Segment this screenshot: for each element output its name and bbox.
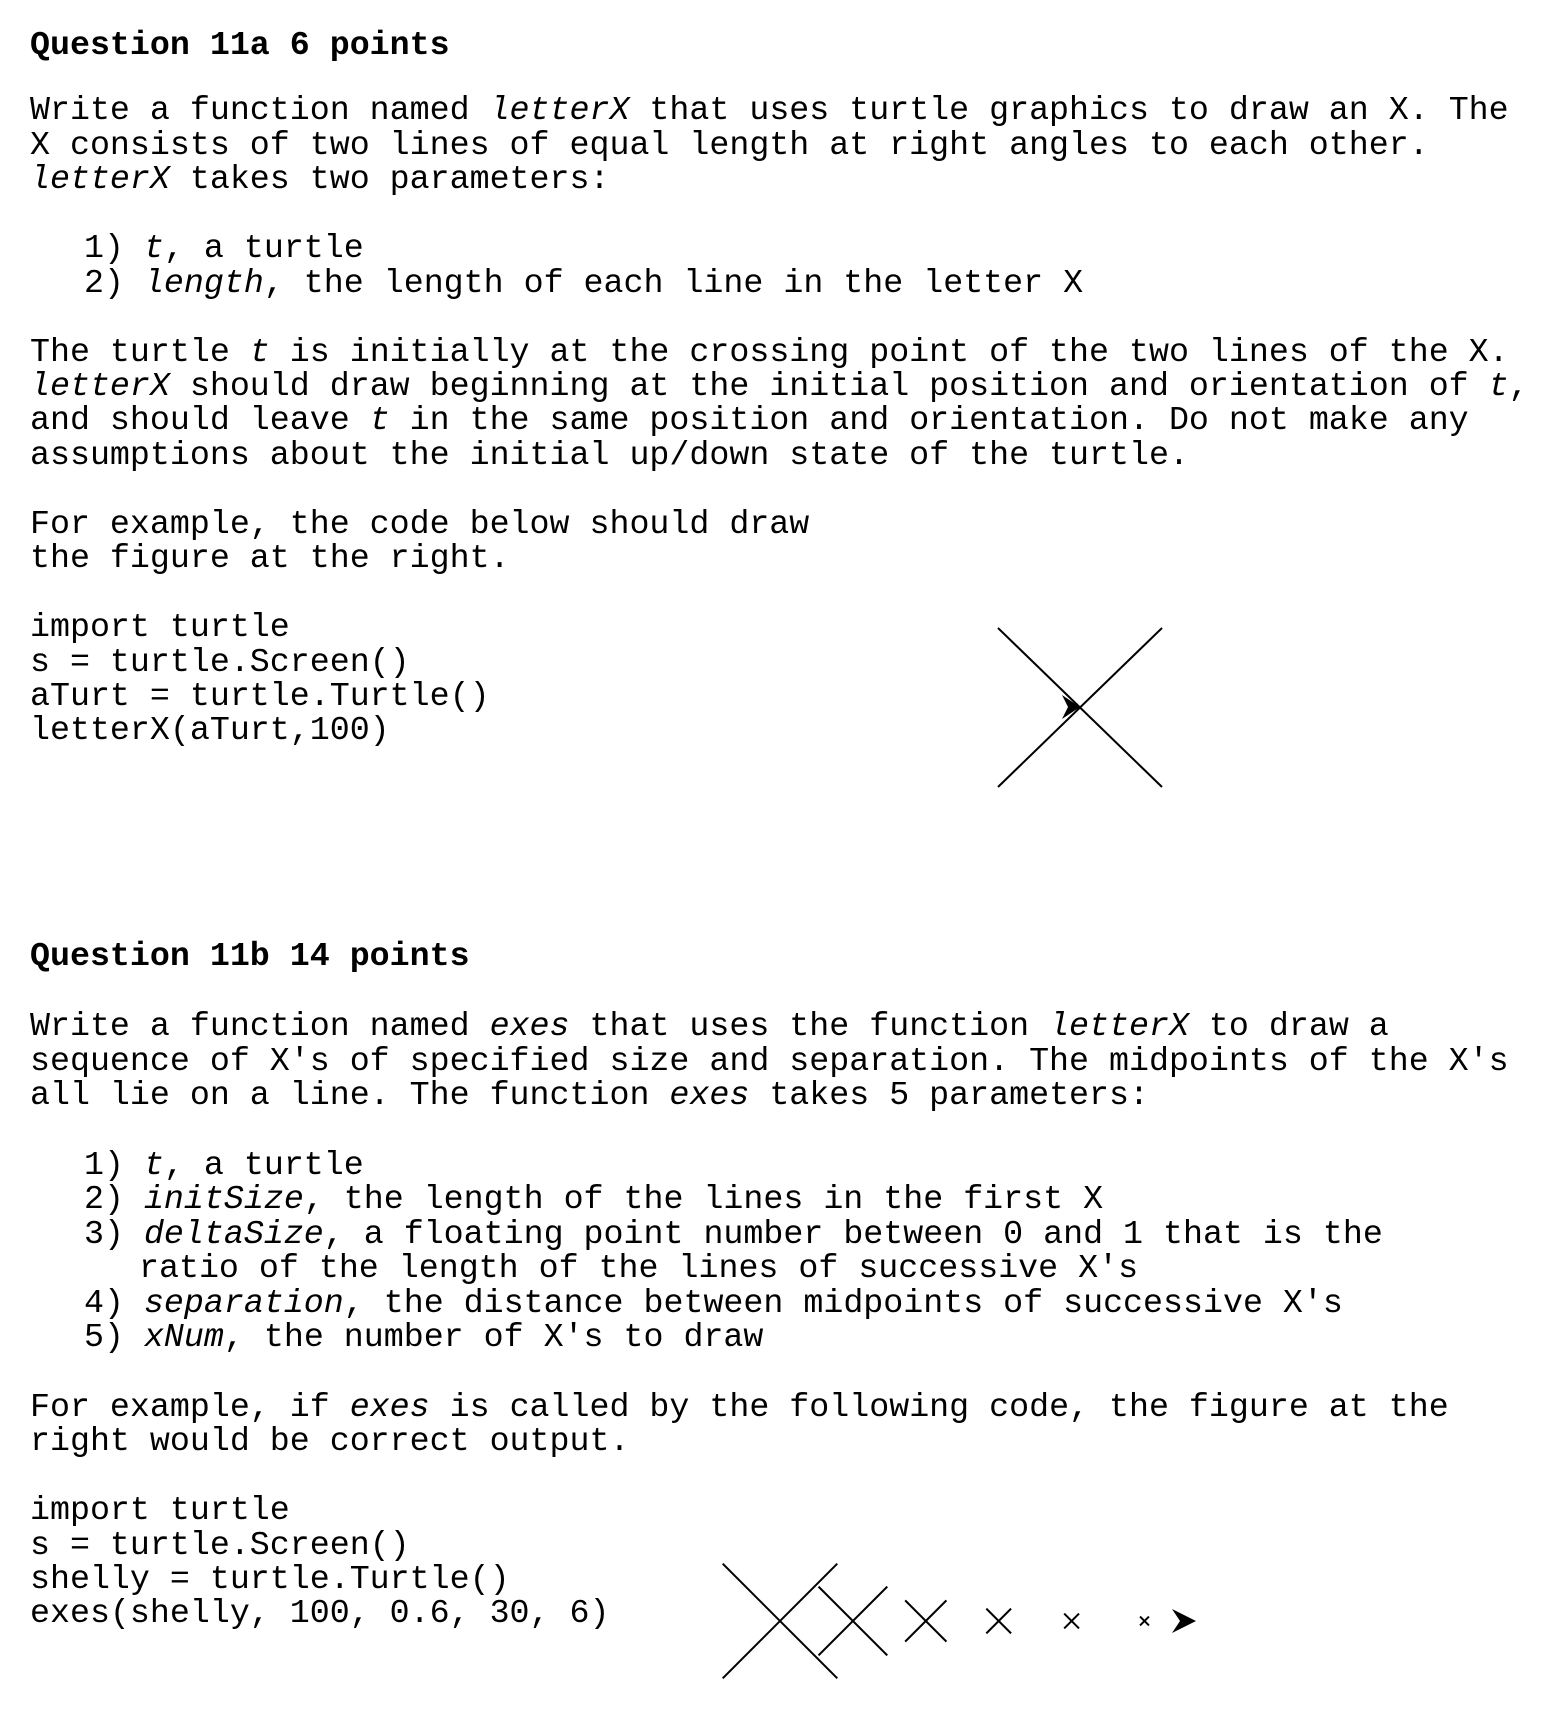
q11a-param-1: 1) t, a turtle — [84, 229, 364, 267]
q11b-param-4: 4) separation, the distance between midpoints of successive X's — [84, 1284, 1343, 1322]
q11b-para1-line3: all lie on a line. The function exes takes 5 parameters: — [30, 1076, 1149, 1114]
q11a-para1-line2: X consists of two lines of equal length at right angles to each other. — [30, 126, 1429, 164]
q11a-para2-line1: The turtle t is initially at the crossing point of the two lines of the X. — [30, 333, 1509, 371]
q11b-param-5: 5) xNum, the number of X's to draw — [84, 1318, 764, 1356]
q11a-code-line1: import turtle — [30, 608, 290, 646]
q11a-example-line1: For example, the code below should draw — [30, 505, 810, 543]
q11a-para2-line4: assumptions about the initial up/down state of the turtle. — [30, 436, 1189, 474]
q11a-code-line3: aTurt = turtle.Turtle() — [30, 677, 490, 715]
turtle-arrow-icon — [1172, 1609, 1196, 1633]
q11b-param-2: 2) initSize, the length of the lines in the first X — [84, 1180, 1104, 1218]
q11b-para1-line2: sequence of X's of specified size and separation. The midpoints of the X's — [30, 1042, 1509, 1080]
q11b-param-3: 3) deltaSize, a floating point number between 0 and 1 that is the — [84, 1215, 1383, 1253]
q11a-para2-line2: letterX should draw beginning at the initial position and orientation of t, — [30, 367, 1529, 405]
q11a-para2-line3: and should leave t in the same position and orientation. Do not make any — [30, 401, 1469, 439]
exes-figure — [690, 1530, 1230, 1730]
q11b-code-line4: exes(shelly, 100, 0.6, 30, 6) — [30, 1594, 610, 1632]
q11a-param-2: 2) length, the length of each line in the letter X — [84, 264, 1084, 302]
exes-group — [723, 1564, 1149, 1679]
q11b-title: Question 11b 14 points — [30, 937, 470, 975]
q11b-example-line1: For example, if exes is called by the following code, the figure at the — [30, 1388, 1449, 1426]
q11a-code-line4: letterX(aTurt,100) — [30, 711, 390, 749]
q11b-code-line1: import turtle — [30, 1491, 290, 1529]
q11a-para1-line3: letterX takes two parameters: — [30, 160, 610, 198]
q11a-example-line2: the figure at the right. — [30, 539, 510, 577]
q11b-para1-line1: Write a function named exes that uses the function letterX to draw a — [30, 1007, 1389, 1045]
q11a-code-line2: s = turtle.Screen() — [30, 643, 410, 681]
q11b-param-3-continued: ratio of the length of the lines of successive X's — [139, 1249, 1139, 1287]
q11a-para1-line1: Write a function named letterX that uses turtle graphics to draw an X. The — [30, 91, 1509, 129]
q11a-title: Question 11a 6 points — [30, 26, 450, 64]
letter-x-figure — [990, 620, 1170, 795]
q11b-param-1: 1) t, a turtle — [84, 1146, 364, 1184]
q11b-example-line2: right would be correct output. — [30, 1422, 630, 1460]
q11b-code-line2: s = turtle.Screen() — [30, 1526, 410, 1564]
q11b-code-line3: shelly = turtle.Turtle() — [30, 1560, 510, 1598]
